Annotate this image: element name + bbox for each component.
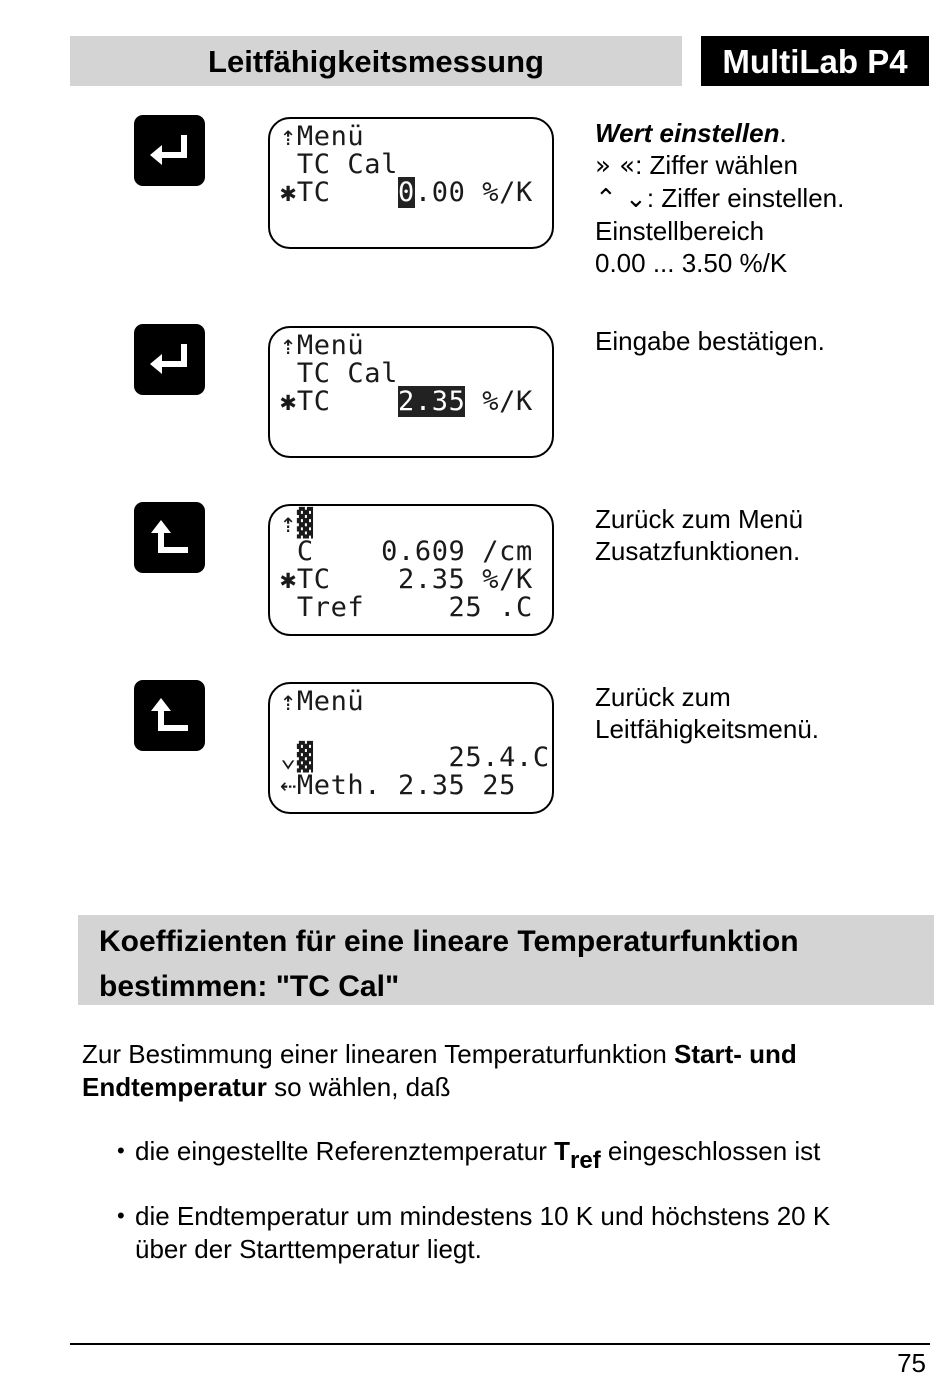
step-3-description	[595, 503, 803, 567]
left-right-arrows-icon: » «	[595, 151, 636, 181]
lcd-line: TC Cal	[280, 149, 398, 180]
heading-line: Koeffizienten für eine lineare Temperaturfunktion	[99, 925, 799, 958]
enter-key-icon	[134, 324, 205, 395]
text: eingeschlossen ist	[600, 1136, 821, 1166]
lcd-display-4	[268, 682, 554, 814]
lcd-line: %/K	[465, 386, 533, 417]
desc-line: 0.00 ... 3.50 %/K	[595, 248, 788, 278]
enter-key-icon	[134, 115, 205, 186]
bullet-item	[135, 1135, 935, 1174]
section-title: Leitfähigkeitsmessung	[70, 36, 682, 86]
lcd-highlight: 2.35	[398, 386, 466, 417]
lcd-line: ✱TC 2.35 %/K	[280, 564, 533, 595]
lcd-line: ⌄▓ 25.4.C	[280, 742, 550, 773]
lcd-line: ⇠Meth. 2.35 25	[280, 770, 516, 801]
bold-text: T	[554, 1136, 571, 1166]
lcd-line: ⇡Menü	[280, 330, 365, 361]
desc-line: : Ziffer wählen	[635, 150, 798, 180]
section-heading	[78, 915, 934, 1005]
intro-paragraph	[82, 1038, 932, 1104]
desc-title: Wert einstellen	[595, 118, 780, 148]
lcd-display-1	[268, 117, 554, 249]
esc-key-icon	[134, 502, 205, 573]
text: so wählen, daß	[266, 1072, 451, 1102]
lcd-line: C 0.609 /cm	[280, 536, 533, 567]
lcd-line: ✱TC	[280, 386, 398, 417]
bold-text: Start- und	[674, 1039, 797, 1069]
subscript: ref	[570, 1147, 601, 1174]
desc-punct: .	[779, 118, 787, 148]
heading-line: bestimmen: "TC Cal"	[99, 970, 400, 1003]
desc-line: Leitfähigkeitsmenü.	[595, 714, 820, 744]
desc-line: Zurück zum Menü	[595, 504, 804, 534]
lcd-line: ⇡Menü	[280, 686, 365, 717]
desc-line: Eingabe bestätigen.	[595, 326, 825, 356]
bullet-item	[135, 1200, 935, 1266]
bullet-icon: •	[117, 1138, 125, 1163]
step-2-description	[595, 325, 825, 357]
desc-line: Zusatzfunktionen.	[595, 536, 801, 566]
lcd-display-2	[268, 326, 554, 458]
text: über der Starttemperatur liegt.	[135, 1234, 482, 1264]
esc-key-icon	[134, 680, 205, 751]
lcd-line: ✱TC	[280, 177, 398, 208]
lcd-line: .00 %/K	[414, 177, 533, 208]
text: die Endtemperatur um mindestens 10 K und höchstens 20 K	[135, 1201, 831, 1231]
product-badge: MultiLab P4	[701, 36, 929, 86]
bullet-icon: •	[117, 1203, 125, 1228]
bold-text: Endtemperatur	[82, 1072, 267, 1102]
desc-line: : Ziffer einstellen.	[646, 183, 845, 213]
lcd-line: Tref 25 .C	[280, 592, 533, 623]
lcd-line: ⇡Menü	[280, 121, 365, 152]
lcd-display-3	[268, 504, 554, 636]
text: die eingestellte Referenztemperatur	[135, 1136, 555, 1166]
step-4-description	[595, 681, 819, 745]
desc-line: Zurück zum	[595, 682, 731, 712]
lcd-line: TC Cal	[280, 358, 398, 389]
lcd-cursor: 0	[398, 177, 415, 208]
text: Zur Bestimmung einer linearen Temperaturfunktion	[82, 1039, 675, 1069]
up-down-arrows-icon: ⌃ ⌄	[595, 184, 647, 214]
step-1-description	[595, 117, 844, 279]
footer-rule	[70, 1343, 930, 1345]
page-number: 75	[897, 1348, 926, 1378]
lcd-line: ⇡▓	[280, 508, 314, 539]
desc-line: Einstellbereich	[595, 216, 765, 246]
